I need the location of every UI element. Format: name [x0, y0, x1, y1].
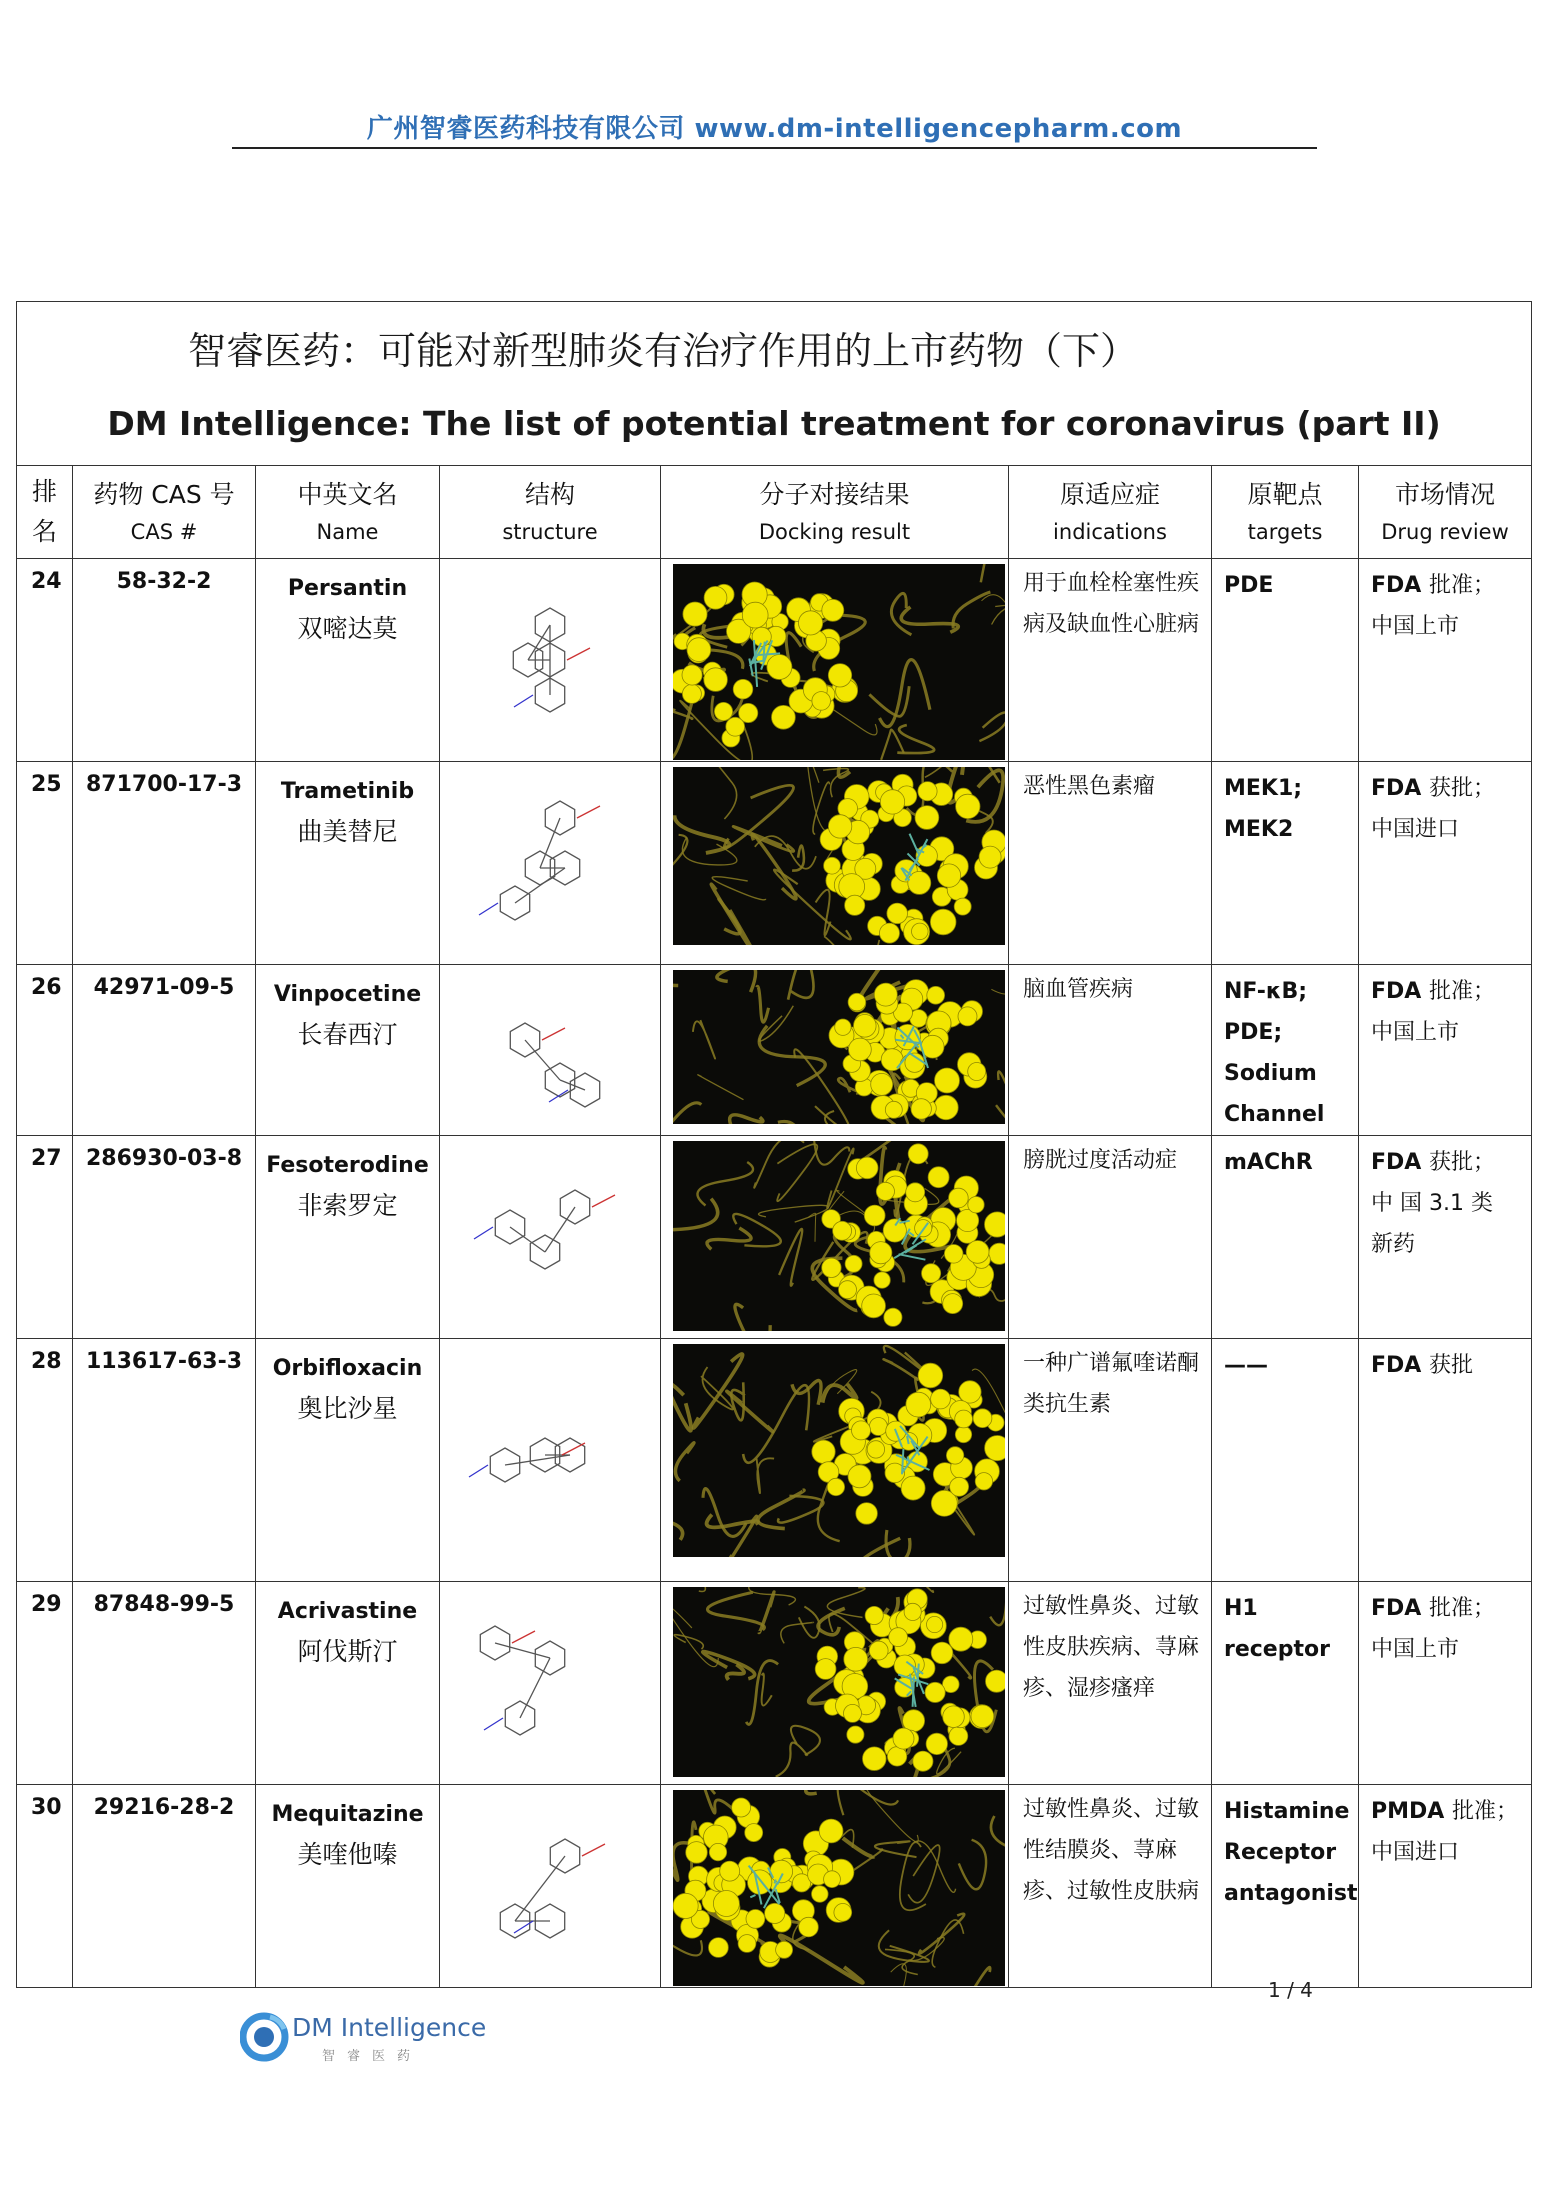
rank-cell: 25	[17, 762, 73, 965]
drug-name-en: Trametinib	[280, 779, 415, 804]
name-cell	[256, 965, 440, 1136]
table-row	[17, 965, 1532, 1136]
drug-name-en: Acrivastine	[277, 1599, 418, 1624]
target-item: MEK1;	[1224, 776, 1303, 801]
target-item: PDE;	[1224, 1020, 1283, 1045]
structure-drawing	[465, 1157, 635, 1317]
structure-drawing	[465, 1380, 635, 1540]
targets-cell	[1212, 1136, 1359, 1339]
table-row	[17, 1339, 1532, 1582]
docking-image	[673, 1790, 1005, 1986]
review-cell	[1359, 1582, 1532, 1785]
docking-cell	[661, 1785, 1009, 1988]
structure-drawing	[465, 1603, 635, 1763]
review-item: 中 国 3.1 类	[1371, 1191, 1493, 1216]
col-header-targets: 原靶点 targets	[1212, 466, 1359, 559]
target-item: MEK2	[1224, 817, 1294, 842]
review-item: FDA 批准；	[1371, 573, 1495, 598]
structure-drawing	[465, 970, 635, 1130]
targets-cell	[1212, 1339, 1359, 1582]
cas-cell: 871700-17-3	[73, 762, 256, 965]
target-item: receptor	[1224, 1637, 1330, 1662]
structure-cell	[440, 1785, 661, 1988]
rank-cell: 24	[17, 559, 73, 762]
table-row	[17, 1785, 1532, 1988]
indication-cell: 用于血栓栓塞性疾病及缺血性心脏病	[1009, 559, 1212, 762]
structure-drawing	[465, 783, 635, 943]
docking-cell	[661, 1136, 1009, 1339]
structure-cell	[440, 1339, 661, 1582]
drug-name-cn: 非索罗定	[297, 1191, 398, 1220]
indication-cell: 恶性黑色素瘤	[1009, 762, 1212, 965]
rank-cell: 30	[17, 1785, 73, 1988]
drug-name-cn: 双嘧达莫	[297, 614, 398, 643]
review-item: 新药	[1371, 1232, 1416, 1257]
target-item: mAChR	[1224, 1150, 1313, 1175]
review-cell	[1359, 1785, 1532, 1988]
target-item: Receptor	[1224, 1840, 1337, 1865]
docking-cell	[661, 965, 1009, 1136]
header-row	[17, 466, 1532, 559]
target-item: ——	[1224, 1353, 1268, 1378]
target-item: Channel	[1224, 1102, 1325, 1127]
target-item: NF-κB;	[1224, 979, 1308, 1004]
targets-cell	[1212, 965, 1359, 1136]
target-item: antagonist	[1224, 1881, 1358, 1906]
drug-name-en: Orbifloxacin	[272, 1356, 423, 1381]
page-number: 1 / 4	[1268, 1978, 1313, 2002]
col-header-structure: 结构 structure	[440, 466, 661, 559]
docking-image	[673, 564, 1005, 760]
docking-image	[673, 1141, 1005, 1331]
col-header-review: 市场情况 Drug review	[1359, 466, 1532, 559]
review-item: FDA 获批	[1371, 1353, 1473, 1378]
drug-name-en: Vinpocetine	[273, 982, 422, 1007]
docking-cell	[661, 1339, 1009, 1582]
name-cell	[256, 762, 440, 965]
target-item: H1	[1224, 1596, 1258, 1621]
target-item: Sodium	[1224, 1061, 1317, 1086]
title-cn: 智睿医药：可能对新型肺炎有治疗作用的上市药物（下）	[188, 329, 1139, 373]
name-cell	[256, 559, 440, 762]
drug-table	[16, 301, 1532, 1988]
table-row	[17, 559, 1532, 762]
name-cell	[256, 1785, 440, 1988]
cas-cell: 29216-28-2	[73, 1785, 256, 1988]
cas-cell: 87848-99-5	[73, 1582, 256, 1785]
indication-cell: 脑血管疾病	[1009, 965, 1212, 1136]
review-item: PMDA 批准；	[1371, 1799, 1518, 1824]
review-cell	[1359, 1339, 1532, 1582]
title-en: DM Intelligence: The list of potential treatment for coronavirus (part II)	[107, 404, 1441, 443]
title-cell	[17, 302, 1532, 466]
cas-cell: 286930-03-8	[73, 1136, 256, 1339]
review-item: 中国上市	[1371, 614, 1460, 639]
rank-cell: 28	[17, 1339, 73, 1582]
structure-cell	[440, 1582, 661, 1785]
docking-cell	[661, 1582, 1009, 1785]
drug-name-cn: 美喹他嗪	[297, 1840, 398, 1869]
review-item: FDA 批准；	[1371, 979, 1495, 1004]
target-item: PDE	[1224, 573, 1274, 598]
drug-name-en: Persantin	[287, 576, 408, 601]
drug-name-cn: 奥比沙星	[297, 1394, 398, 1423]
review-item: 中国进口	[1371, 817, 1460, 842]
name-cell	[256, 1339, 440, 1582]
col-header-name: 中英文名 Name	[256, 466, 440, 559]
cas-cell: 58-32-2	[73, 559, 256, 762]
structure-cell	[440, 965, 661, 1136]
structure-cell	[440, 559, 661, 762]
table-row	[17, 762, 1532, 965]
logo-icon	[240, 2007, 292, 2063]
review-item: 中国上市	[1371, 1637, 1460, 1662]
rank-cell: 26	[17, 965, 73, 1136]
review-item: FDA 获批；	[1371, 776, 1495, 801]
drug-name-cn: 长春西汀	[297, 1020, 398, 1049]
drug-name-cn: 阿伐斯汀	[297, 1637, 398, 1666]
docking-image	[673, 767, 1005, 945]
col-header-cas: 药物 CAS 号 CAS #	[73, 466, 256, 559]
review-item: FDA 批准；	[1371, 1596, 1495, 1621]
page-header: 广州智睿医药科技有限公司 www.dm-intelligencepharm.com	[366, 114, 1183, 144]
name-cell	[256, 1582, 440, 1785]
cas-cell: 113617-63-3	[73, 1339, 256, 1582]
docking-cell	[661, 559, 1009, 762]
review-cell	[1359, 559, 1532, 762]
indication-cell: 膀胱过度活动症	[1009, 1136, 1212, 1339]
drug-name-en: Mequitazine	[271, 1802, 424, 1827]
docking-image	[673, 1344, 1005, 1557]
targets-cell	[1212, 559, 1359, 762]
header-rule	[232, 147, 1317, 149]
col-header-indications: 原适应症 indications	[1009, 466, 1212, 559]
review-cell	[1359, 1136, 1532, 1339]
targets-cell	[1212, 1582, 1359, 1785]
col-header-rank: 排 名	[17, 466, 73, 559]
review-item: 中国进口	[1371, 1840, 1460, 1865]
logo-subtext: 智睿医药	[322, 2049, 423, 2064]
targets-cell	[1212, 1785, 1359, 1988]
rank-cell: 29	[17, 1582, 73, 1785]
name-cell	[256, 1136, 440, 1339]
docking-image	[673, 970, 1005, 1124]
targets-cell	[1212, 762, 1359, 965]
drug-name-cn: 曲美替尼	[297, 817, 398, 846]
target-item: Histamine	[1224, 1799, 1350, 1824]
indication-cell: 过敏性鼻炎、过敏性结膜炎、荨麻疹、过敏性皮肤病	[1009, 1785, 1212, 1988]
rank-cell: 27	[17, 1136, 73, 1339]
indication-cell: 一种广谱氟喹诺酮类抗生素	[1009, 1339, 1212, 1582]
structure-drawing	[465, 580, 635, 740]
structure-drawing	[465, 1806, 635, 1966]
review-item: FDA 获批；	[1371, 1150, 1495, 1175]
company-logo	[240, 2007, 500, 2067]
structure-cell	[440, 762, 661, 965]
review-item: 中国上市	[1371, 1020, 1460, 1045]
drug-name-en: Fesoterodine	[266, 1153, 429, 1178]
structure-cell	[440, 1136, 661, 1339]
table-row	[17, 1136, 1532, 1339]
col-header-docking: 分子对接结果 Docking result	[661, 466, 1009, 559]
logo-text: DM Intelligence	[292, 2013, 487, 2042]
review-cell	[1359, 762, 1532, 965]
indication-cell: 过敏性鼻炎、过敏性皮肤疾病、荨麻疹、湿疹瘙痒	[1009, 1582, 1212, 1785]
cas-cell: 42971-09-5	[73, 965, 256, 1136]
docking-cell	[661, 762, 1009, 965]
table-row	[17, 1582, 1532, 1785]
review-cell	[1359, 965, 1532, 1136]
docking-image	[673, 1587, 1005, 1777]
